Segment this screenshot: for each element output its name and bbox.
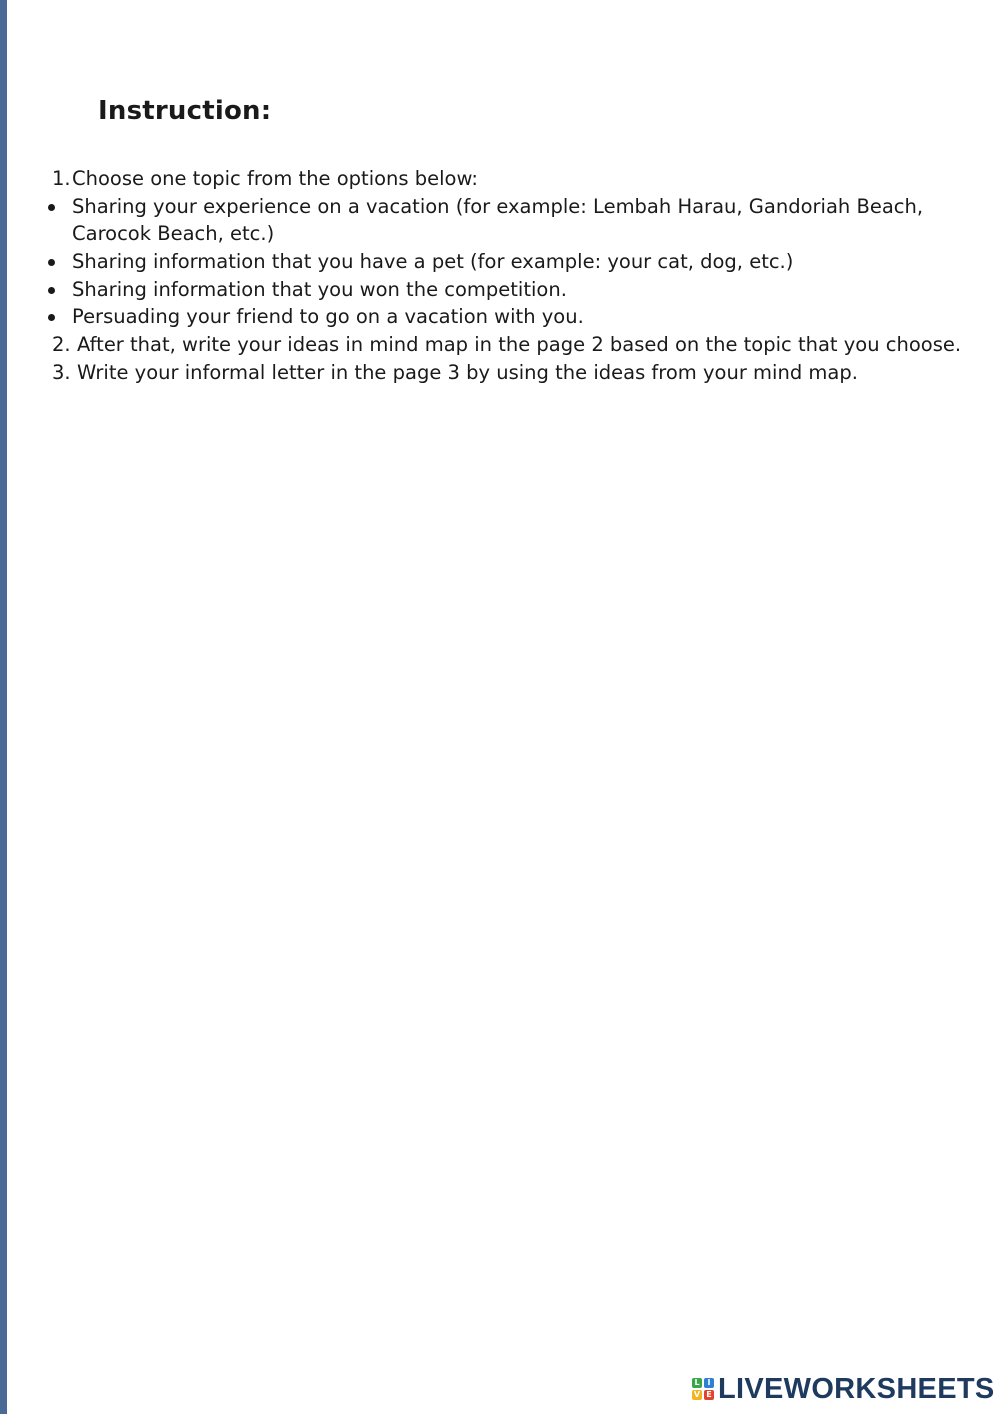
logo-square-i: I <box>704 1378 714 1388</box>
page-title: Instruction: <box>98 96 272 126</box>
list-item-text: Write your informal letter in the page 3 by using the ideas from your mind map. <box>77 361 858 384</box>
list-item-text: After that, write your ideas in mind map in the page 2 based on the topic that you choose. <box>77 333 962 356</box>
list-item-text: Carocok Beach, etc.) <box>72 222 275 245</box>
bullet-icon <box>48 259 55 266</box>
liveworksheets-logo-icon <box>692 1378 714 1400</box>
logo-square-e: E <box>704 1390 714 1400</box>
list-item-text: Persuading your friend to go on a vacation with you. <box>72 305 584 328</box>
liveworksheets-logo <box>692 1374 995 1404</box>
list-item-text: Choose one topic from the options below: <box>72 167 478 190</box>
list-item-text: Sharing information that you have a pet (for example: your cat, dog, etc.) <box>72 250 794 273</box>
list-item-text: Sharing your experience on a vacation (for example: Lembah Harau, Gandoriah Beach, <box>72 195 924 218</box>
bullet-icon <box>48 287 55 294</box>
list-number: 2. <box>52 333 71 356</box>
list-number: 3. <box>52 361 71 384</box>
left-border <box>0 0 7 1414</box>
logo-text: LIVEWORKSHEETS <box>718 1372 995 1405</box>
logo-square-v: V <box>693 1390 701 1399</box>
logo-square-l: L <box>692 1378 702 1388</box>
list-number: 1. <box>52 167 71 190</box>
bullet-icon <box>48 204 55 211</box>
bullet-icon <box>48 314 55 321</box>
list-item-text: Sharing information that you won the competition. <box>72 278 567 301</box>
